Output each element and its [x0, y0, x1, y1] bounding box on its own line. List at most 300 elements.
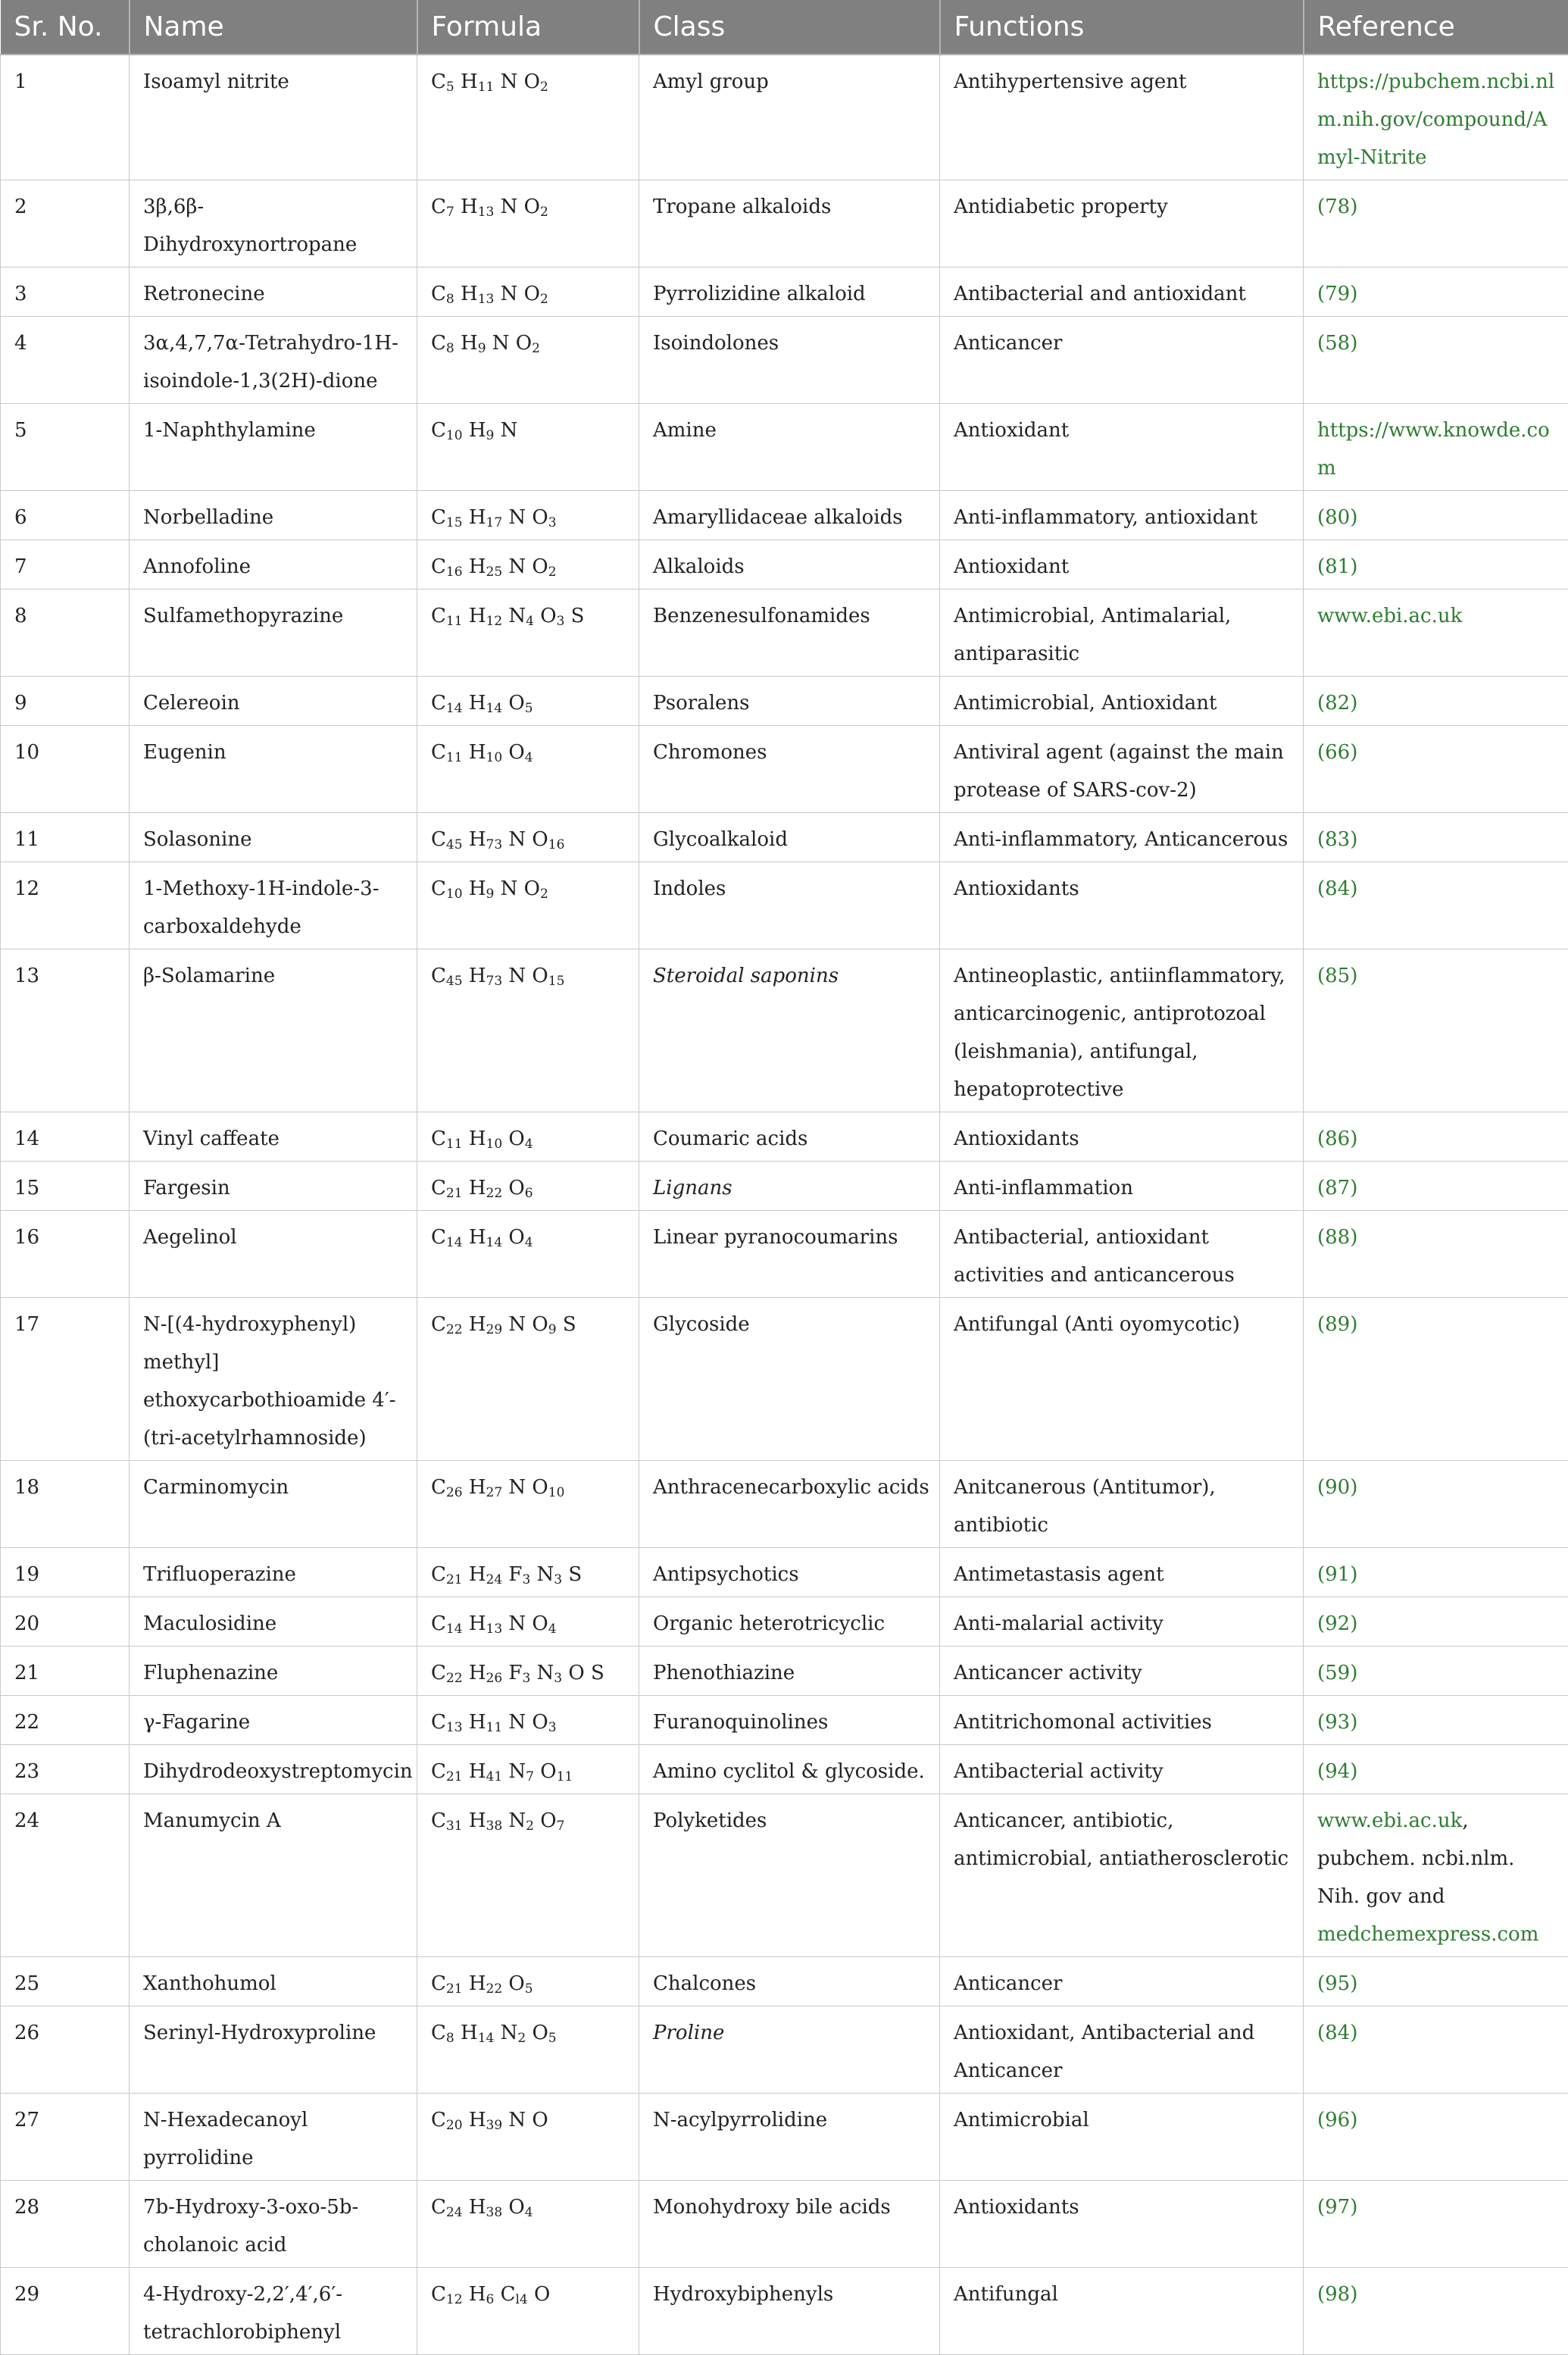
formula-element: N [508, 1313, 526, 1336]
cell-name: β-Solamarine [130, 949, 417, 1112]
formula-element: H [469, 965, 486, 987]
cell-formula [417, 1745, 639, 1794]
formula-element: H [469, 692, 486, 715]
cell-formula [417, 677, 639, 726]
formula-element: N [508, 1612, 526, 1635]
cell-reference[interactable]: (93) [1304, 1696, 1568, 1745]
formula-element: C [431, 605, 446, 627]
formula-subscript: 15 [446, 515, 463, 530]
formula-element: H [469, 2196, 486, 2219]
formula-element: N [508, 965, 526, 987]
cell-name: Sulfamethopyrazine [130, 590, 417, 677]
cell-sr-no: 8 [1, 590, 130, 677]
cell-reference[interactable]: (92) [1304, 1597, 1568, 1647]
cell-name: Solasonine [130, 813, 417, 862]
cell-class: N-acylpyrrolidine [639, 2094, 940, 2181]
table-row [1, 404, 1568, 491]
cell-reference[interactable]: (59) [1304, 1647, 1568, 1696]
formula-element: H [469, 1662, 486, 1684]
formula-element: O [532, 1476, 548, 1499]
cell-formula [417, 1298, 639, 1461]
formula-subscript: 26 [446, 1485, 463, 1500]
formula-subscript: 7 [446, 205, 454, 220]
cell-reference[interactable]: (98) [1304, 2268, 1568, 2355]
formula-element: O [532, 965, 548, 987]
cell-class: Chalcones [639, 1957, 940, 2006]
formula-element: H [469, 506, 486, 529]
formula-element: N [492, 332, 510, 355]
cell-sr-no: 25 [1, 1957, 130, 2006]
cell-reference[interactable]: (94) [1304, 1745, 1568, 1794]
formula-element: O [524, 283, 540, 305]
cell-sr-no: 12 [1, 862, 130, 949]
formula-element: O [540, 1760, 556, 1783]
formula-element: H [469, 2283, 486, 2306]
table-row [1, 317, 1568, 404]
formula-subscript: 6 [525, 1186, 533, 1201]
cell-functions: Antibacterial, antioxidant activities and anticancerous [940, 1211, 1304, 1298]
formula-subscript: 14 [486, 701, 503, 716]
cell-reference[interactable]: (95) [1304, 1957, 1568, 2006]
formula-subscript: 21 [446, 1572, 463, 1587]
cell-name: Xanthohumol [130, 1957, 417, 2006]
cell-name: Vinyl caffeate [130, 1112, 417, 1162]
formula-element: C [431, 1972, 446, 1995]
formula-subscript: 20 [446, 2118, 463, 2133]
formula-subscript: 10 [486, 750, 503, 765]
cell-reference[interactable]: (87) [1304, 1162, 1568, 1211]
formula-subscript: 11 [557, 1769, 573, 1784]
cell-name: 1-Methoxy-1H-indole-3-carboxaldehyde [130, 862, 417, 949]
cell-formula [417, 862, 639, 949]
formula-element: N [508, 1711, 526, 1734]
cell-functions: Antioxidants [940, 862, 1304, 949]
col-header-functions[interactable]: Functions [940, 0, 1304, 55]
formula-element: C [431, 1476, 446, 1499]
table-row [1, 180, 1568, 267]
cell-formula [417, 1647, 639, 1696]
cell-class: Amino cyclitol & glycoside. [639, 1745, 940, 1794]
cell-class: Antipsychotics [639, 1548, 940, 1597]
cell-name: Serinyl-Hydroxyproline [130, 2006, 417, 2094]
formula-subscript: 14 [446, 1622, 463, 1637]
cell-functions: Antineoplastic, antiinflammatory, anticarcinogenic, antiprotozoal (leishmania), antifungal, hepatoprotective [940, 949, 1304, 1112]
formula-subscript: 2 [540, 887, 548, 902]
formula-subscript: 5 [525, 1981, 533, 1997]
formula-element: S [571, 605, 585, 627]
cell-reference[interactable]: www.ebi.ac.uk [1304, 590, 1568, 677]
cell-reference[interactable]: (88) [1304, 1211, 1568, 1298]
formula-subscript: 4 [525, 1235, 533, 1250]
cell-sr-no: 13 [1, 949, 130, 1112]
formula-element: O [532, 828, 548, 851]
formula-element: O [508, 692, 524, 715]
cell-name: Celereoin [130, 677, 417, 726]
formula-element: S [591, 1662, 604, 1684]
formula-element: H [461, 195, 478, 218]
cell-sr-no: 26 [1, 2006, 130, 2094]
cell-formula [417, 1957, 639, 2006]
cell-reference [1304, 1794, 1568, 1957]
formula-element: N [501, 419, 518, 442]
cell-reference[interactable]: https://www.knowde.com [1304, 404, 1568, 491]
formula-element: N [508, 828, 526, 851]
formula-element: H [469, 1127, 486, 1150]
cell-reference[interactable]: (97) [1304, 2181, 1568, 2268]
cell-functions: Antihypertensive agent [940, 55, 1304, 180]
table-body [1, 55, 1568, 2355]
formula-element: C [431, 2109, 446, 2131]
table-row [1, 949, 1568, 1112]
formula-subscript: 2 [517, 2031, 526, 2046]
table-row [1, 862, 1568, 949]
formula-element: C [431, 965, 446, 987]
formula-element: S [568, 1563, 582, 1586]
cell-sr-no: 9 [1, 677, 130, 726]
formula-element: O [532, 1313, 548, 1336]
formula-element: F [508, 1662, 522, 1684]
formula-element: H [461, 2022, 478, 2044]
formula-subscript: 10 [486, 1137, 503, 1152]
cell-sr-no: 27 [1, 2094, 130, 2181]
cell-sr-no: 23 [1, 1745, 130, 1794]
formula-subscript: 16 [548, 837, 565, 852]
cell-formula [417, 180, 639, 267]
cell-functions: Antitrichomonal activities [940, 1696, 1304, 1745]
cell-name: Carminomycin [130, 1461, 417, 1548]
formula-subscript: 8 [446, 2031, 454, 2046]
cell-sr-no: 14 [1, 1112, 130, 1162]
cell-class: Amyl group [639, 55, 940, 180]
cell-class: Benzenesulfonamides [639, 590, 940, 677]
table-row [1, 1211, 1568, 1298]
cell-name: Maculosidine [130, 1597, 417, 1647]
formula-element: C [431, 1809, 446, 1832]
formula-subscript: 2 [540, 80, 548, 95]
formula-element: N [508, 555, 526, 578]
table-row [1, 1696, 1568, 1745]
table-row [1, 1461, 1568, 1548]
cell-name: Dihydrodeoxystreptomycin [130, 1745, 417, 1794]
cell-reference[interactable]: (89) [1304, 1298, 1568, 1461]
cell-sr-no: 2 [1, 180, 130, 267]
cell-formula [417, 949, 639, 1112]
formula-subscript: 3 [522, 1572, 530, 1587]
formula-element: O [508, 1177, 524, 1199]
table-row [1, 540, 1568, 590]
formula-element: C [431, 283, 446, 305]
formula-subscript: 31 [446, 1819, 463, 1834]
formula-subscript: 45 [446, 837, 463, 852]
formula-element: C [431, 195, 446, 218]
cell-reference[interactable]: (91) [1304, 1548, 1568, 1597]
formula-element: H [469, 1563, 486, 1586]
formula-element: N [508, 1809, 526, 1832]
formula-subscript: 9 [478, 341, 486, 356]
cell-name: Manumycin A [130, 1794, 417, 1957]
cell-reference[interactable]: https://pubchem.ncbi.nlm.nih.gov/compound/Amyl-Nitrite [1304, 55, 1568, 180]
formula-element: C [431, 1612, 446, 1635]
formula-element: C [431, 1711, 446, 1734]
formula-element: H [469, 1476, 486, 1499]
formula-element: O [532, 1711, 548, 1734]
formula-element: C [431, 1127, 446, 1150]
col-header-sr-no[interactable]: Sr. No. [1, 0, 130, 55]
formula-subscript: 2 [526, 1819, 534, 1834]
cell-functions: Anticancer activity [940, 1647, 1304, 1696]
formula-subscript: 3 [522, 1671, 530, 1686]
cell-functions: Antibacterial and antioxidant [940, 267, 1304, 317]
formula-element: O [508, 741, 524, 764]
table-row [1, 267, 1568, 317]
col-header-name[interactable]: Name [130, 0, 417, 55]
cell-functions: Antimicrobial, Antioxidant [940, 677, 1304, 726]
formula-subscript: 24 [446, 2205, 463, 2220]
cell-reference[interactable]: (83) [1304, 813, 1568, 862]
formula-subscript: 22 [446, 1671, 463, 1686]
cell-functions: Anti-inflammatory, Anticancerous [940, 813, 1304, 862]
cell-reference[interactable]: (84) [1304, 862, 1568, 949]
cell-functions: Antimetastasis agent [940, 1548, 1304, 1597]
formula-element: O [532, 2022, 548, 2044]
cell-reference[interactable]: (85) [1304, 949, 1568, 1112]
cell-sr-no: 3 [1, 267, 130, 317]
cell-reference[interactable]: (90) [1304, 1461, 1568, 1548]
formula-subscript: 4 [525, 2205, 533, 2220]
cell-formula [417, 1211, 639, 1298]
formula-element: H [461, 70, 478, 93]
formula-element: C [431, 1177, 446, 1199]
cell-formula [417, 55, 639, 180]
formula-subscript: 4 [548, 1622, 557, 1637]
table-row [1, 2006, 1568, 2094]
formula-subscript: 9 [548, 1322, 557, 1337]
formula-element: C [431, 692, 446, 715]
col-header-class[interactable]: Class [639, 0, 940, 55]
cell-reference[interactable]: (80) [1304, 491, 1568, 540]
cell-name: Isoamyl nitrite [130, 55, 417, 180]
formula-subscript: 4 [525, 750, 533, 765]
cell-functions: Antioxidant [940, 540, 1304, 590]
cell-sr-no: 6 [1, 491, 130, 540]
col-header-formula[interactable]: Formula [417, 0, 639, 55]
formula-element: N [537, 1662, 554, 1684]
formula-element: H [469, 605, 486, 627]
cell-formula [417, 1112, 639, 1162]
formula-element: N [537, 1563, 554, 1586]
formula-element: H [469, 828, 486, 851]
formula-subscript: 15 [548, 974, 565, 989]
formula-element: H [469, 555, 486, 578]
table-row [1, 491, 1568, 540]
reference-link[interactable]: www.ebi.ac.uk [1317, 1809, 1462, 1832]
cell-functions: Antioxidant [940, 404, 1304, 491]
cell-class: Lignans [639, 1162, 940, 1211]
cell-class: Anthracenecarboxylic acids [639, 1461, 940, 1548]
formula-element: N [508, 1760, 526, 1783]
formula-element: H [469, 419, 486, 442]
formula-element: C [431, 419, 446, 442]
reference-link[interactable]: medchemexpress.com [1317, 1923, 1538, 1946]
cell-formula [417, 2094, 639, 2181]
table-row [1, 1597, 1568, 1647]
cell-formula [417, 1597, 639, 1647]
formula-element: N [508, 605, 526, 627]
formula-element: O [532, 2109, 548, 2131]
formula-subscript: 4 [526, 614, 534, 629]
formula-subscript: 10 [548, 1485, 565, 1500]
formula-subscript: 27 [486, 1485, 503, 1500]
formula-subscript: 13 [446, 1720, 463, 1735]
formula-element: H [469, 877, 486, 900]
formula-subscript: 13 [486, 1622, 503, 1637]
formula-element: O [508, 1127, 524, 1150]
cell-reference[interactable]: (86) [1304, 1112, 1568, 1162]
formula-subscript: 8 [446, 292, 454, 307]
cell-functions: Anti-malarial activity [940, 1597, 1304, 1647]
formula-subscript: 7 [526, 1769, 534, 1784]
cell-reference[interactable]: (78) [1304, 180, 1568, 267]
formula-subscript: 16 [446, 565, 463, 580]
formula-element: H [461, 283, 478, 305]
table-row [1, 55, 1568, 180]
cell-formula [417, 317, 639, 404]
cell-class: Organic heterotricyclic [639, 1597, 940, 1647]
formula-subscript: 17 [486, 515, 503, 530]
cell-reference[interactable]: (81) [1304, 540, 1568, 590]
cell-class: Tropane alkaloids [639, 180, 940, 267]
cell-functions: Antidiabetic property [940, 180, 1304, 267]
col-header-reference[interactable]: Reference [1304, 0, 1568, 55]
formula-subscript: 39 [486, 2118, 503, 2133]
formula-element: C [431, 555, 446, 578]
cell-class: Amine [639, 404, 940, 491]
cell-name: Norbelladine [130, 491, 417, 540]
cell-reference[interactable]: (66) [1304, 726, 1568, 813]
formula-subscript: 24 [486, 1572, 503, 1587]
formula-subscript: 21 [446, 1186, 463, 1201]
cell-name: 4-Hydroxy-2,2′,4′,6′-tetrachlorobiphenyl [130, 2268, 417, 2355]
cell-sr-no: 29 [1, 2268, 130, 2355]
formula-subscript: 26 [486, 1671, 503, 1686]
cell-name: Fluphenazine [130, 1647, 417, 1696]
formula-subscript: 4 [525, 1137, 533, 1152]
formula-subscript: 9 [486, 428, 495, 443]
table-row [1, 677, 1568, 726]
formula-subscript: 3 [548, 1720, 557, 1735]
cell-name: 3β,6β-Dihydroxynortropane [130, 180, 417, 267]
cell-name: Aegelinol [130, 1211, 417, 1298]
formula-subscript: 21 [446, 1981, 463, 1997]
cell-sr-no: 7 [1, 540, 130, 590]
cell-reference[interactable]: (79) [1304, 267, 1568, 317]
formula-subscript: 14 [486, 1235, 503, 1250]
cell-formula [417, 267, 639, 317]
formula-subscript: 21 [446, 1769, 463, 1784]
formula-subscript: 11 [446, 1137, 463, 1152]
formula-subscript: 11 [478, 80, 495, 95]
formula-element: C [431, 1563, 446, 1586]
cell-name: 1-Naphthylamine [130, 404, 417, 491]
cell-class: Glycoside [639, 1298, 940, 1461]
cell-sr-no: 15 [1, 1162, 130, 1211]
cell-class: Alkaloids [639, 540, 940, 590]
cell-sr-no: 1 [1, 55, 130, 180]
cell-sr-no: 19 [1, 1548, 130, 1597]
formula-subscript: 2 [548, 565, 557, 580]
formula-element: H [469, 1226, 486, 1249]
cell-class: Hydroxybiphenyls [639, 2268, 940, 2355]
cell-sr-no: 24 [1, 1794, 130, 1957]
cell-functions: Antifungal (Anti oyomycotic) [940, 1298, 1304, 1461]
formula-subscript: l4 [516, 2292, 528, 2307]
formula-subscript: 12 [446, 2292, 463, 2307]
formula-element: C [431, 828, 446, 851]
formula-subscript: 13 [478, 292, 495, 307]
cell-formula [417, 1696, 639, 1745]
formula-subscript: 45 [446, 974, 463, 989]
formula-element: H [469, 741, 486, 764]
cell-reference[interactable]: (82) [1304, 677, 1568, 726]
formula-subscript: 11 [446, 750, 463, 765]
formula-element: C [431, 2022, 446, 2044]
cell-reference[interactable]: (96) [1304, 2094, 1568, 2181]
formula-element: C [431, 2283, 446, 2306]
cell-formula [417, 1461, 639, 1548]
formula-subscript: 22 [486, 1186, 503, 1201]
table-row [1, 1647, 1568, 1696]
cell-functions: Antiviral agent (against the main protease of SARS-cov-2) [940, 726, 1304, 813]
cell-name: Fargesin [130, 1162, 417, 1211]
cell-name: Trifluoperazine [130, 1548, 417, 1597]
cell-name: Retronecine [130, 267, 417, 317]
formula-element: H [469, 1809, 486, 1832]
cell-name: Eugenin [130, 726, 417, 813]
cell-class: Furanoquinolines [639, 1696, 940, 1745]
formula-element: N [508, 506, 526, 529]
formula-element: H [469, 2109, 486, 2131]
cell-class: Indoles [639, 862, 940, 949]
cell-functions: Antioxidants [940, 1112, 1304, 1162]
cell-reference[interactable]: (84) [1304, 2006, 1568, 2094]
formula-element: F [508, 1563, 522, 1586]
formula-subscript: 6 [486, 2292, 495, 2307]
formula-element: C [431, 70, 446, 93]
formula-element: C [501, 2283, 516, 2306]
cell-sr-no: 28 [1, 2181, 130, 2268]
cell-sr-no: 4 [1, 317, 130, 404]
cell-name: γ-Fagarine [130, 1696, 417, 1745]
cell-class: Amaryllidaceae alkaloids [639, 491, 940, 540]
formula-element: H [469, 1972, 486, 1995]
cell-reference[interactable]: (58) [1304, 317, 1568, 404]
formula-subscript: 10 [446, 428, 463, 443]
cell-sr-no: 10 [1, 726, 130, 813]
formula-element: O [540, 605, 556, 627]
cell-formula [417, 1162, 639, 1211]
cell-formula [417, 2268, 639, 2355]
cell-class: Linear pyranocoumarins [639, 1211, 940, 1298]
table-row [1, 1548, 1568, 1597]
formula-element: H [469, 1760, 486, 1783]
table-row [1, 1794, 1568, 1957]
formula-element: H [469, 1711, 486, 1734]
cell-formula [417, 1548, 639, 1597]
formula-element: O [532, 555, 548, 578]
formula-element: N [501, 283, 518, 305]
cell-formula [417, 491, 639, 540]
cell-functions: Anticancer [940, 317, 1304, 404]
